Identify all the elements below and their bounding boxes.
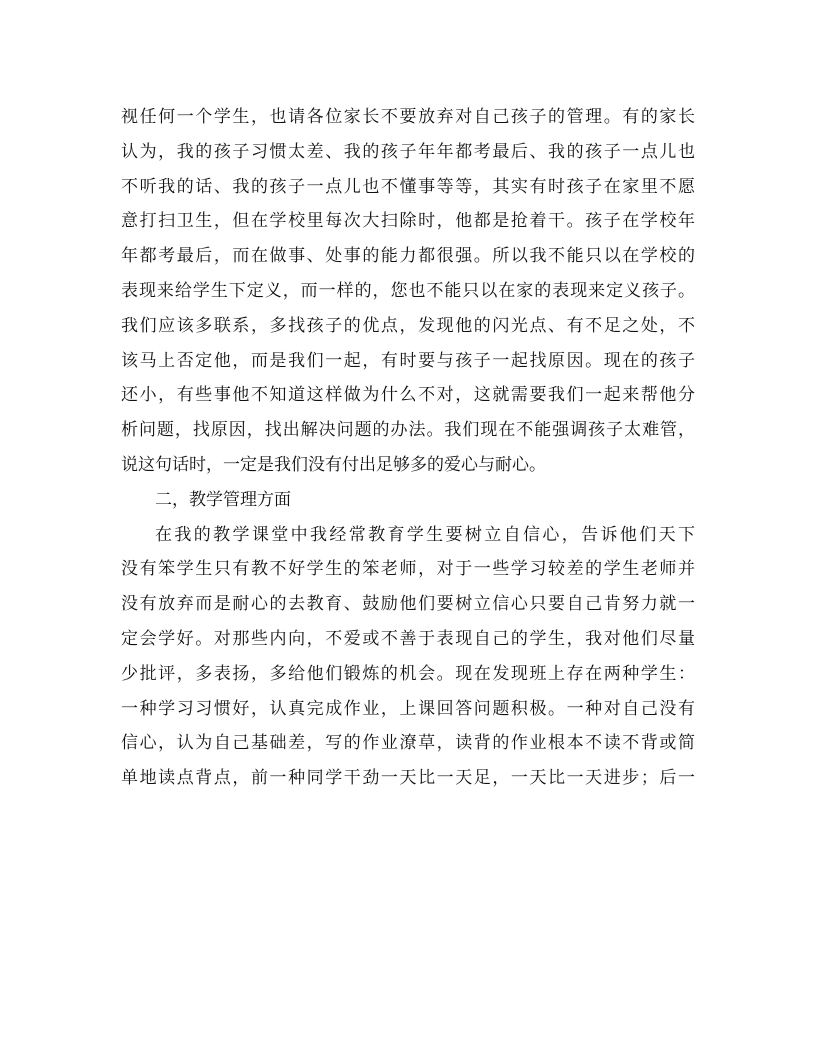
paragraph-2-line: 少批评，多表扬，多给他们锻炼的机会。现在发现班上存在两种学生： bbox=[121, 663, 695, 684]
paragraph-1-line: 表现来给学生下定义，而一样的，您也不能只以在家的表现来定义孩子。 bbox=[121, 280, 695, 301]
paragraph-1-line: 说这句话时，一定是我们没有付出足够多的爱心与耐心。 bbox=[121, 454, 546, 475]
paragraph-1-line: 视任何一个学生，也请各位家长不要放弃对自己孩子的管理。有的家长 bbox=[121, 107, 695, 127]
paragraph-1-line: 不听我的话、我的孩子一点儿也不懂事等等，其实有时孩子在家里不愿 bbox=[121, 176, 695, 197]
paragraph-1-line: 认为，我的孩子习惯太差、我的孩子年年都考最后、我的孩子一点儿也 bbox=[121, 141, 695, 162]
paragraph-2-line: 没有放弃而是耐心的去教育、鼓励他们要树立信心只要自己肯努力就一 bbox=[121, 594, 695, 615]
paragraph-2-line: 定会学好。对那些内向，不爱或不善于表现自己的学生，我对他们尽量 bbox=[121, 628, 695, 649]
paragraph-1-line: 还小，有些事他不知道这样做为什么不对，这就需要我们一起来帮他分 bbox=[121, 385, 695, 406]
paragraph-1-line: 年都考最后，而在做事、处事的能力都很强。所以我不能只以在学校的 bbox=[121, 246, 695, 267]
paragraph-2-line: 一种学习习惯好，认真完成作业，上课回答问题积极。一种对自己没有 bbox=[121, 698, 695, 719]
paragraph-1-line: 该马上否定他，而是我们一起，有时要与孩子一起找原因。现在的孩子 bbox=[121, 350, 695, 371]
paragraph-2-line: 信心，认为自己基础差，写的作业潦草，读背的作业根本不读不背或简 bbox=[121, 733, 695, 754]
paragraph-1-line: 意打扫卫生，但在学校里每次大扫除时，他都是抢着干。孩子在学校年 bbox=[121, 211, 695, 232]
paragraph-1-line: 我们应该多联系，多找孩子的优点，发现他的闪光点、有不足之处，不 bbox=[121, 315, 695, 336]
section-heading: 二，教学管理方面 bbox=[155, 489, 291, 510]
paragraph-2-line: 在我的教学课堂中我经常教育学生要树立自信心，告诉他们天下 bbox=[155, 524, 695, 545]
body-text bbox=[121, 100, 695, 796]
paragraph-2-line: 单地读点背点，前一种同学干劲一天比一天足，一天比一天进步；后一 bbox=[121, 768, 695, 789]
paragraph-2-line: 没有笨学生只有教不好学生的笨老师，对于一些学习较差的学生老师并 bbox=[121, 559, 695, 580]
paragraph-1-line: 析问题，找原因，找出解决问题的办法。我们现在不能强调孩子太难管， bbox=[121, 420, 695, 441]
